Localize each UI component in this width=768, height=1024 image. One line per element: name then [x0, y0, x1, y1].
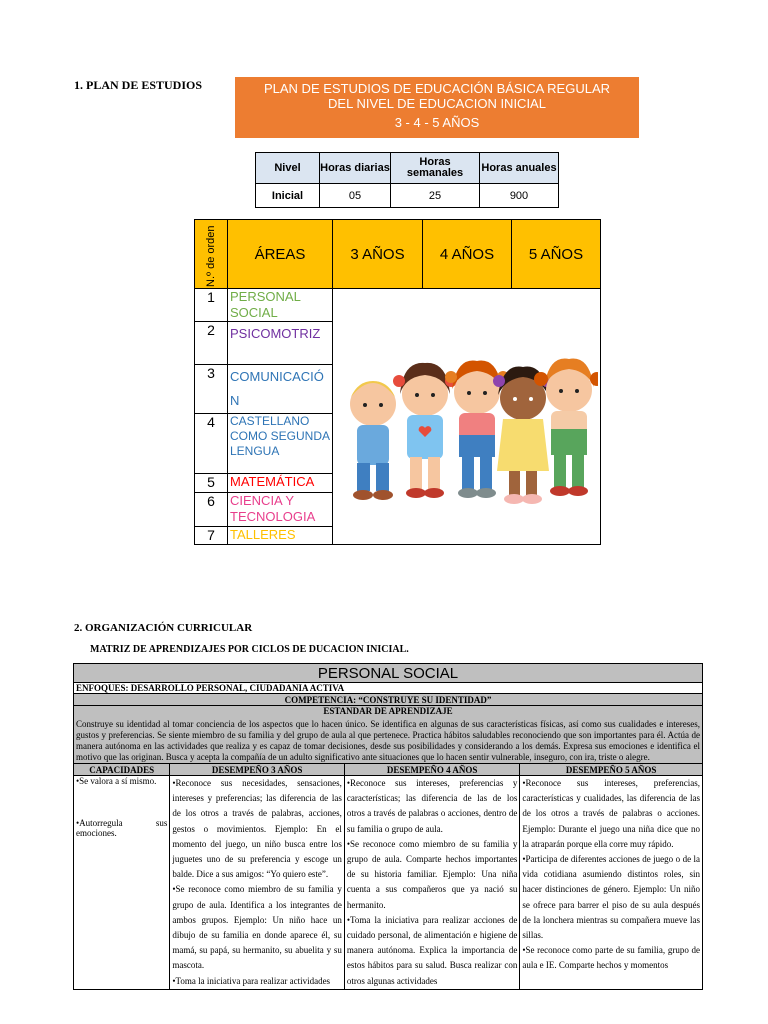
children-illustration [333, 289, 601, 545]
col-header-5-anos: DESEMPEÑO 5 AÑOS [520, 764, 703, 776]
area-label: CASTELLANO COMO SEGUNDA LENGUA [228, 413, 333, 473]
area-num: 4 [195, 413, 228, 473]
kid-1 [350, 381, 396, 500]
estandar-title: ESTANDAR DE APRENDIZAJE [323, 706, 453, 716]
col-header-3-anos: DESEMPEÑO 3 AÑOS [170, 764, 344, 776]
order-header [195, 220, 228, 289]
learning-matrix [73, 663, 703, 990]
hours-table [255, 152, 559, 208]
desempeno-item: •Participa de diferentes acciones de juego o de la vida cotidiana asumiendo distintos roles, sin hacer distinciones de género. Ejemplo: Un niño se ofrece para barrer el piso de su aula después de la lonchera mientras su compañera mueve las sillas. [522, 854, 700, 941]
area-label: PERSONAL SOCIAL [228, 289, 333, 322]
desempeno-item: •Reconoce sus intereses, preferencias, características y cualidades, las diferencia de las de los otros a través de palabras o acciones. Ejemplo: Durante el juego una niña dice que no la atraparán porque ella corre muy rápido. [522, 778, 700, 849]
desempeno-item: •Toma la iniciativa para realizar actividades [172, 975, 331, 986]
areas-header: ÁREAS [228, 220, 333, 289]
area-num: 2 [195, 322, 228, 364]
kid-2 [393, 363, 457, 498]
area-num: 5 [195, 474, 228, 492]
estandar-text: Construye su identidad al tomar conciencia de los aspectos que lo hacen único. Se identifica en algunas de sus características físicas, así como sus cualidades e intereses, gustos y preferencias. Se siente miembro de su familia y del grupo de aula al que pertenece. Practica hábitos saludables reconociendo que son importantes para él. Actúa de manera autónoma en las actividades que realiza y es capaz de tomar decisiones, desde sus posibilidades y considerando a los demás. Expresa sus emociones e identifica el motivo que las originan. Busca y acepta la compañía de un adulto significativo ante situaciones que lo hacen sentir vulnerable, inseguro, con ira, triste o alegre. [76, 719, 700, 762]
children-image [333, 289, 598, 539]
area-label: MATEMÁTICA [228, 474, 333, 492]
capacidad-item: •Autorregula sus emociones. [76, 818, 168, 838]
desempeno-5-cell [520, 776, 703, 990]
desempeno-item: •Se reconoce como miembro de su familia y grupo de aula. Comparte hechos importantes de su historia familiar. Ejemplo: Una niña cuenta a sus compañeros que ya nació su hermanito. [346, 838, 518, 910]
hours-header-semanales: Horas semanales [391, 153, 480, 184]
capacidad-item: •Se valora a sí mismo. [76, 776, 157, 786]
area-num: 3 [195, 364, 228, 413]
kid-4 [493, 367, 553, 504]
area-label: TALLERES [228, 526, 333, 544]
desempeno-item: •Reconoce sus intereses, preferencias y características; las diferencia de las de los otros a través de palabras o acciones, dentro de su familia o grupo de aula. [346, 778, 518, 834]
banner-line-3: 3 - 4 - 5 AÑOS [394, 115, 480, 130]
desempeno-4-cell [344, 776, 520, 990]
areas-table [194, 219, 601, 545]
hours-header-nivel: Nivel [256, 153, 320, 184]
desempeno-item: •Se reconoce como parte de su familia, grupo de aula e IE. Comparte hechos y momentos [522, 945, 700, 971]
desempeno-3-cell [170, 776, 344, 990]
header-5-anos: 5 AÑOS [512, 220, 601, 289]
hours-header-diarias: Horas diarias [320, 153, 391, 184]
header-4-anos: 4 AÑOS [423, 220, 512, 289]
matrix-estandar [74, 706, 703, 764]
hours-cell-nivel: Inicial [256, 184, 320, 208]
col-header-capacidades: CAPACIDADES [74, 764, 170, 776]
area-label: PSICOMOTRIZ [228, 322, 333, 364]
desempeno-item: •Reconoce sus necesidades, sensaciones, intereses y preferencias; las diferencia de las de los otros a través de palabras, acciones, gestos o movimientos. Ejemplo: En el momento del juego, un niño busca entre los juguetes uno de su preferencia y escoge un balde. Dice a sus amigos: “Yo quiero este”. [172, 778, 342, 880]
banner-line-2: DEL NIVEL DE EDUCACION INICIAL [328, 96, 546, 111]
desempeno-item: •Toma la iniciativa para realizar acciones de cuidado personal, de alimentación e higiene de manera autónoma. Explica la importancia de estos hábitos para su salud. Busca realizar con otros algunas actividades [346, 914, 518, 986]
matrix-competencia: COMPETENCIA: “CONSTRUYE SU IDENTIDAD” [74, 694, 703, 706]
desempeno-item: •Se reconoce como miembro de su familia y grupo de aula. Identifica a los integrantes de ambos grupos. Ejemplo: Un niño hace un dibujo de su familia en donde aparece él, su mamá, su papá, su hermanito, su abuelita y su mascota. [172, 884, 342, 971]
area-label: CIENCIA Y TECNOLOGIA [228, 492, 333, 526]
hours-header-anuales: Horas anuales [480, 153, 559, 184]
matrix-enfoques: ENFOQUES: DESARROLLO PERSONAL, CIUDADANIA ACTIVA [74, 683, 703, 694]
section-1-title: 1. PLAN DE ESTUDIOS [74, 78, 203, 92]
section-2-title: 2. ORGANIZACIÓN CURRICULAR [74, 622, 253, 634]
hours-cell-semanales: 25 [391, 184, 480, 208]
header-3-anos: 3 AÑOS [333, 220, 423, 289]
col-header-4-anos: DESEMPEÑO 4 AÑOS [344, 764, 520, 776]
study-plan-banner [235, 77, 639, 138]
hours-cell-anuales: 900 [480, 184, 559, 208]
area-num: 1 [195, 289, 228, 322]
banner-line-1: PLAN DE ESTUDIOS DE EDUCACIÓN BÁSICA REGULAR [263, 81, 611, 96]
capacidades-cell [74, 776, 170, 990]
area-label: COMUNICACIÓN [228, 364, 333, 413]
order-header-label: N.º de orden [205, 225, 217, 287]
matrix-area-title: PERSONAL SOCIAL [74, 664, 703, 683]
section-2-subtitle: MATRIZ DE APRENDIZAJES POR CICLOS DE DUCACION INICIAL. [90, 644, 409, 655]
area-num: 7 [195, 526, 228, 544]
hours-cell-diarias: 05 [320, 184, 391, 208]
area-num: 6 [195, 492, 228, 526]
